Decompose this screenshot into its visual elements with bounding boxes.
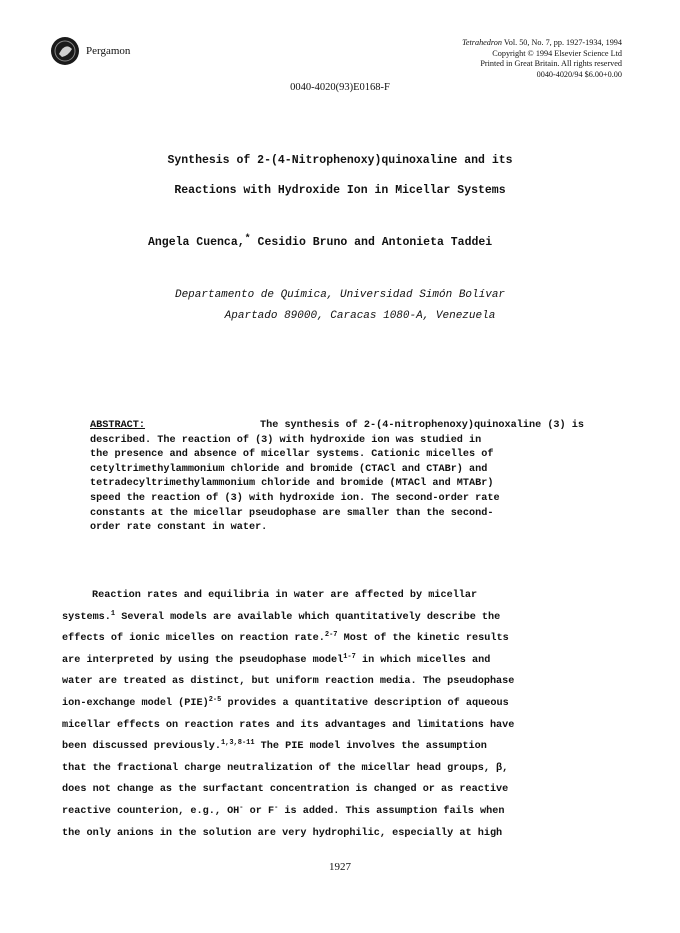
body-text bbox=[62, 585, 602, 844]
author-rest: Cesidio Bruno and Antonieta Taddei bbox=[250, 236, 493, 249]
corresponding-author-mark: * bbox=[244, 234, 251, 245]
abstract-line bbox=[90, 419, 584, 434]
abstract-label: ABSTRACT: bbox=[90, 420, 146, 431]
body-line: Reaction rates and equilibria in water are affected by micellar bbox=[92, 590, 478, 601]
affiliation-line-2: Apartado 89000, Caracas 1080-A, Venezuela bbox=[224, 310, 496, 322]
title-line-2: Reactions with Hydroxide Ion in Micellar Systems bbox=[174, 184, 506, 197]
abstract-line: speed the reaction of (3) with hydroxide ion. The second-order rate bbox=[90, 492, 500, 504]
abstract-first-line: The synthesis of 2-(4-nitrophenoxy)quinoxaline (3) is bbox=[259, 420, 584, 431]
abstract-line: order rate constant in water. bbox=[90, 522, 268, 534]
affiliation bbox=[0, 285, 680, 327]
body-line: does not change as the surfactant concentration is changed or as reactive bbox=[62, 784, 509, 796]
author-list bbox=[148, 236, 492, 249]
body-line: ion-exchange model (PIE)$^{2-5}$ provides a quantitative description of aqueous bbox=[62, 695, 509, 709]
abstract bbox=[90, 419, 584, 536]
journal-info bbox=[362, 38, 622, 79]
body-line: effects of ionic micelles on reaction rate.$^{2-7}$ Most of the kinetic results bbox=[62, 631, 509, 645]
document-code: 0040-4020(93)E0168-F bbox=[290, 82, 390, 93]
body-line: are interpreted by using the pseudophase model$^{1-7}$ in which micelles and bbox=[62, 652, 491, 666]
affiliation-line-1: Departamento de Química, Universidad Simón Bolívar bbox=[174, 289, 506, 301]
abstract-line: tetradecyltrimethylammonium chloride and bromide (MTACl and MTABr) bbox=[90, 478, 494, 490]
abstract-line: described. The reaction of (3) with hydroxide ion was studied in bbox=[90, 434, 482, 446]
body-line: that the fractional charge neutralization of the micellar head groups, β, bbox=[62, 762, 509, 774]
publisher-block bbox=[50, 36, 130, 66]
pergamon-logo-icon bbox=[50, 36, 80, 66]
body-line: the only anions in the solution are very hydrophilic, especially at high bbox=[62, 827, 503, 839]
copyright-line: Copyright © 1994 Elsevier Science Ltd bbox=[492, 48, 622, 58]
abstract-line: cetyltrimethylammonium chloride and bromide (CTACl and CTABr) and bbox=[90, 463, 488, 475]
title-line-1: Synthesis of 2-(4-Nitrophenoxy)quinoxaline and its bbox=[167, 154, 513, 167]
abstract-line: constants at the micellar pseudophase are smaller than the second- bbox=[90, 507, 494, 519]
printed-line: Printed in Great Britain. All rights reserved bbox=[480, 59, 622, 68]
body-line: micellar effects on reaction rates and its advantages and limitations have bbox=[62, 719, 515, 731]
abstract-line: the presence and absence of micellar systems. Cationic micelles of bbox=[90, 449, 494, 461]
body-line: water are treated as distinct, but uniform reaction media. The pseudophase bbox=[62, 676, 515, 688]
body-line: systems.$^1$ Several models are available which quantitatively describe the bbox=[62, 609, 501, 623]
paper-title bbox=[0, 146, 680, 206]
issn-line: 0040-4020/94 $6.00+0.00 bbox=[536, 69, 622, 79]
body-line: been discussed previously.$^{1,3,8-11}$ The PIE model involves the assumption bbox=[62, 739, 487, 753]
publisher-name: Pergamon bbox=[86, 45, 131, 57]
page-number: 1927 bbox=[329, 861, 351, 873]
journal-name: Tetrahedron bbox=[462, 38, 502, 47]
author-first: Angela Cuenca, bbox=[148, 236, 245, 249]
body-line: reactive counterion, e.g., OH- or F- is added. This assumption fails when bbox=[62, 803, 505, 817]
journal-volume: Vol. 50, No. 7, pp. 1927-1934, 1994 bbox=[503, 38, 622, 47]
